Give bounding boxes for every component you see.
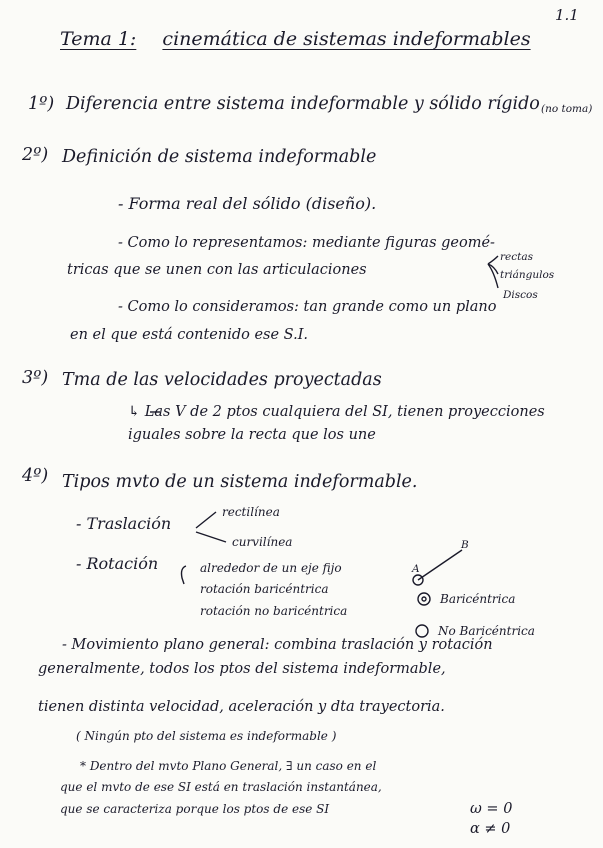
section-2-bullet-1: - Forma real del sólido (diseño). [118, 194, 377, 213]
diagram-label-baricentrica: Baricéntrica [440, 592, 516, 606]
rotacion-type-3: rotación no baricéntrica [200, 604, 348, 618]
diagram-label-no-baricentrica: No Baricéntrica [438, 624, 535, 638]
section-1-heading-tail: (no toma) [541, 103, 593, 115]
section-2-number: 2º) [22, 145, 49, 165]
shape-triangulos: triángulos [500, 269, 555, 281]
arrow-rectilinea [196, 512, 216, 528]
note-line-3: que se caracteriza porque los ptos de ese SI [60, 802, 330, 816]
section-3-heading: Tma de las velocidades proyectadas [62, 370, 382, 390]
rotacion-bracket [182, 566, 187, 584]
title-label: Tema 1: [60, 28, 137, 50]
shape-rectas: rectas [500, 251, 533, 263]
shape-discos: Discos [503, 289, 538, 301]
mpg-line-2: generalmente, todos los ptos del sistema indeformable, [38, 661, 446, 677]
mpg-line-4: ( Ningún pto del sistema es indeformable ) [76, 729, 337, 743]
diagram-label-a: A [412, 563, 420, 575]
baricentrica-center [422, 597, 426, 601]
section-3-line-2: iguales sobre la recta que los une [128, 427, 376, 443]
condition-omega: ω = 0 [470, 801, 513, 817]
traslacion-label: - Traslación [76, 514, 172, 533]
rotacion-type-1: alrededor de un eje fijo [200, 561, 342, 575]
traslacion-rectilinea: rectilínea [222, 505, 280, 519]
section-1-heading: Diferencia entre sistema indeformable y sólido rígido [66, 94, 540, 114]
section-2-bullet-2: - Como lo representamos: mediante figuras geomé- [118, 235, 495, 251]
condition-alpha: α ≠ 0 [470, 821, 511, 837]
section-2-bullet-3: - Como lo consideramos: tan grande como un plano [118, 299, 497, 315]
traslacion-curvilinea: curvilínea [232, 535, 293, 549]
mpg-line-1: - Movimiento plano general: combina traslación y rotación [62, 637, 493, 653]
section-4-heading: Tipos mvto de un sistema indeformable. [62, 472, 418, 492]
diagram-label-b: B [461, 539, 469, 551]
note-line-1: * Dentro del mvto Plano General, ∃ un caso en el [80, 759, 377, 773]
section-3-line-1: ↳ Las V de 2 ptos cualquiera del SI, tienen proyecciones [128, 404, 545, 420]
note-line-2: que el mvto de ese SI está en traslación instantánea, [60, 780, 382, 794]
section-2-bullet-2-cont: tricas que se unen con las articulaciones [67, 262, 367, 278]
section-1-number: 1º) [28, 94, 55, 114]
section-2-bullet-3-cont: en el que está contenido ese S.I. [70, 327, 309, 343]
section-3-number: 3º) [22, 368, 49, 388]
baricentrica-symbol [418, 593, 430, 605]
rotacion-label: - Rotación [76, 554, 159, 573]
rotation-rod [418, 550, 462, 580]
shapes-brace-up [488, 256, 498, 264]
arrow-curvilinea [196, 532, 226, 542]
mpg-line-3: tienen distinta velocidad, aceleración y dta trayectoria. [38, 699, 445, 715]
no-baricentrica-symbol [416, 625, 428, 637]
section-2-heading: Definición de sistema indeformable [62, 147, 377, 167]
section-4-number: 4º) [22, 466, 49, 486]
page-number: 1.1 [555, 6, 579, 24]
title-text: cinemática de sistemas indeformables [162, 28, 531, 50]
rotacion-type-2: rotación baricéntrica [200, 582, 329, 596]
